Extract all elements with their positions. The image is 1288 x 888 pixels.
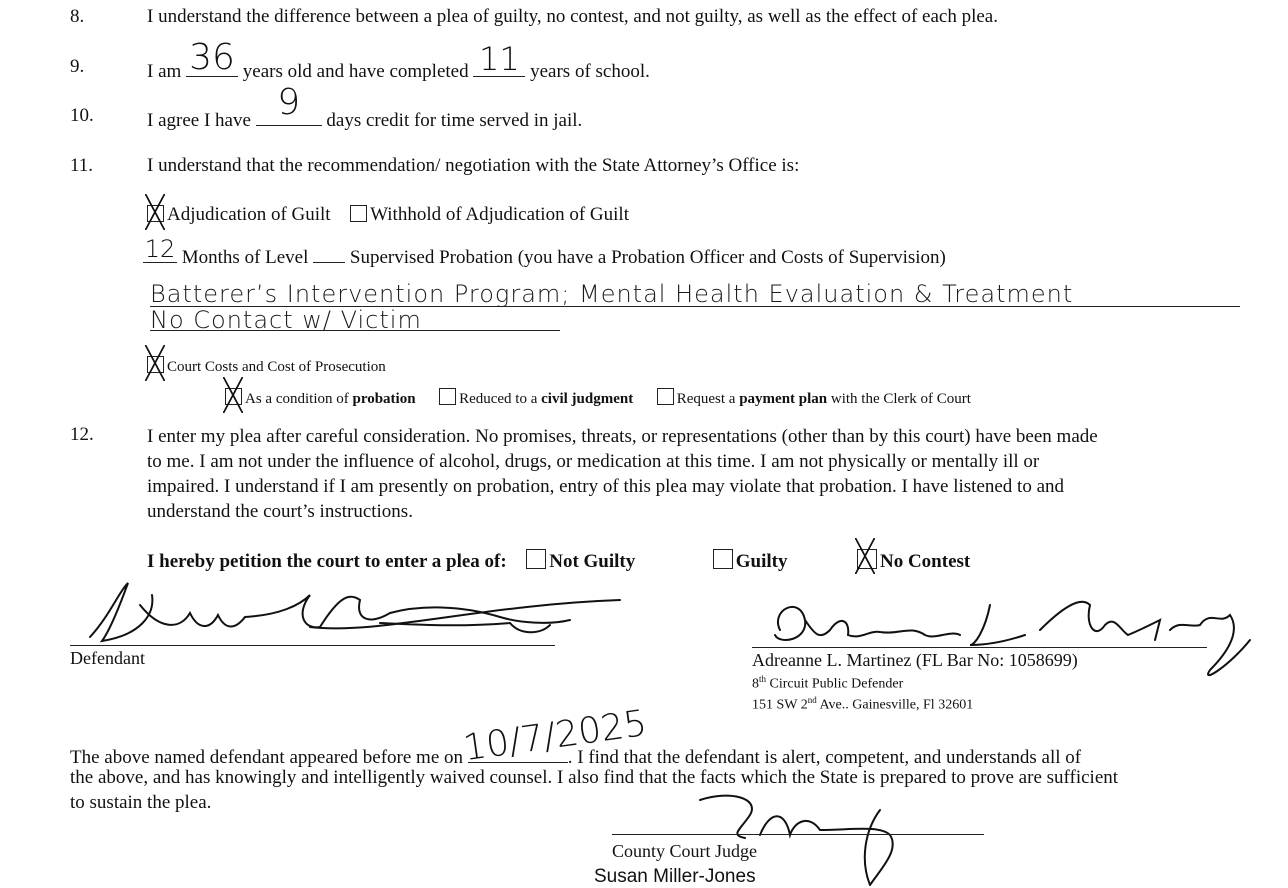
level-field[interactable] [313, 244, 345, 263]
judge-name: Susan Miller-Jones [594, 866, 756, 887]
months-value: 12 [144, 235, 176, 263]
court-costs-checkbox[interactable] [147, 356, 164, 373]
item-11-text: I understand that the recommendation/ negotiation with the State Attorney’s Office is: [147, 155, 800, 176]
item-number: 10. [70, 105, 94, 126]
adjudication-label: Adjudication of Guilt [167, 204, 331, 225]
not-guilty-checkbox[interactable] [526, 549, 546, 569]
finding-post: . I find that the defendant is alert, competent, and understands all of [567, 747, 1082, 768]
item-12-line: to me. I am not under the influence of alcohol, drugs, or medication at this time. I am not physically or mentally ill or [147, 451, 1040, 472]
probation-label: Supervised Probation (you have a Probation Officer and Costs of Supervision) [349, 247, 946, 268]
address-ordinal: nd [807, 695, 817, 705]
payment-plan-checkbox[interactable] [657, 388, 674, 405]
guilty-checkbox[interactable] [713, 549, 733, 569]
probation-condition-checkbox[interactable] [225, 388, 242, 405]
item-number: 8. [70, 6, 85, 27]
age-value: 36 [189, 37, 235, 78]
not-guilty-label: Not Guilty [549, 551, 636, 572]
circuit-ordinal: th [759, 674, 767, 684]
withhold-label: Withhold of Adjudication of Guilt [370, 204, 629, 225]
jail-credit-field[interactable] [256, 82, 322, 126]
address-number: 151 SW 2 [752, 697, 808, 713]
civil-judgment-bold: civil judgment [541, 391, 634, 407]
item-10-line [147, 82, 583, 132]
item-12-text [147, 424, 1098, 524]
circuit-text: Circuit Public Defender [766, 676, 904, 692]
court-costs-label: Court Costs and Cost of Prosecution [167, 359, 386, 375]
payment-plan-pre: Request a [676, 391, 740, 407]
appearance-date-value: 10/7/2025 [460, 702, 650, 770]
court-costs-row [147, 356, 386, 376]
adjudication-checkbox[interactable] [147, 205, 164, 222]
finding-line-2: the above, and has knowingly and intelligently waived counsel. I also find that the facts which the State is prepared to prove are sufficient [70, 767, 1119, 788]
item-8-text: I understand the difference between a plea of guilty, no contest, and not guilty, as well as the effect of each plea. [147, 6, 998, 27]
payment-plan-post: with the Clerk of Court [827, 391, 971, 407]
item-10-pre: I agree I have [147, 110, 251, 131]
months-field[interactable] [143, 235, 177, 263]
no-contest-label: No Contest [879, 551, 971, 572]
finding-pre: The above named defendant appeared before me on [70, 747, 463, 768]
conditions-line-1: Batterer’s Intervention Program; Mental Health Evaluation & Treatment [150, 280, 1240, 307]
jail-credit-value: 9 [277, 82, 301, 123]
item-number: 11. [70, 155, 94, 176]
judge-signature-line [612, 834, 984, 835]
address-text: Ave.. Gainesville, Fl 32601 [816, 697, 974, 713]
guilty-label: Guilty [735, 551, 788, 572]
item-12-line: I enter my plea after careful consideration. No promises, threats, or representations (other than by this court) have been made [147, 426, 1098, 447]
item-9-pre: I am [147, 61, 182, 82]
item-number: 9. [70, 56, 85, 77]
adjudication-row [147, 204, 629, 226]
probation-row [143, 235, 946, 269]
attorney-address [752, 695, 973, 714]
judge-label: County Court Judge [612, 841, 758, 861]
defendant-signature-line [70, 645, 555, 646]
civil-judgment-checkbox[interactable] [439, 388, 456, 405]
conditions-line-2: No Contact w/ Victim [150, 306, 560, 331]
petition-label: I hereby petition the court to enter a plea of: [147, 551, 507, 572]
petition-row [147, 549, 970, 573]
probation-condition-pre: As a condition of [245, 391, 353, 407]
months-label: Months of Level [181, 247, 309, 268]
probation-condition-bold: probation [352, 391, 416, 407]
circuit-number: 8 [752, 676, 759, 692]
attorney-name: Adreanne L. Martinez (FL Bar No: 1058699) [752, 650, 1078, 670]
item-12-line: understand the court’s instructions. [147, 501, 413, 522]
item-number: 12. [70, 424, 94, 445]
civil-judgment-pre: Reduced to a [459, 391, 542, 407]
finding-line-3: to sustain the plea. [70, 792, 212, 813]
item-9-post: years of school. [530, 61, 650, 82]
appearance-date-field[interactable] [460, 702, 650, 770]
age-field[interactable] [186, 37, 238, 78]
item-10-post: days credit for time served in jail. [326, 110, 583, 131]
payment-plan-bold: payment plan [739, 391, 828, 407]
item-9-line [147, 37, 650, 83]
defendant-label: Defendant [70, 648, 145, 668]
defendant-signature [80, 575, 600, 650]
item-9-mid: years old and have completed [242, 61, 469, 82]
cost-options-row [225, 388, 971, 408]
no-contest-checkbox[interactable] [857, 549, 877, 569]
item-12-line: impaired. I understand if I am presently on probation, entry of this plea may violate that probation. I have listened to and [147, 476, 1065, 497]
attorney-office [752, 674, 903, 693]
withhold-checkbox[interactable] [350, 205, 367, 222]
attorney-signature-line [752, 647, 1207, 648]
school-years-value: 11 [479, 40, 520, 78]
school-years-field[interactable] [473, 40, 525, 78]
